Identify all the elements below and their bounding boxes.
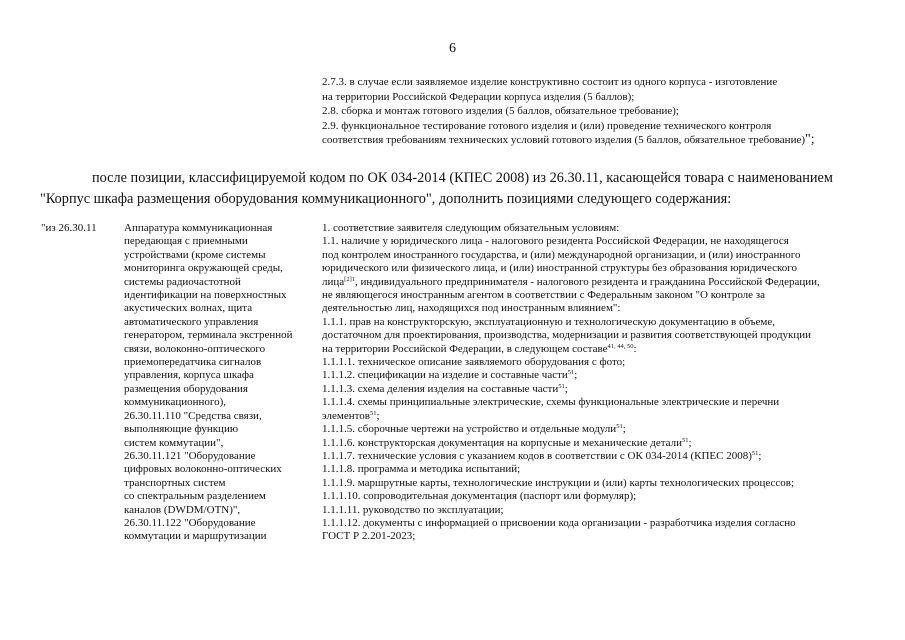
description-line: выполняющие функцию [124,423,239,436]
condition-text: ; [574,369,578,382]
top-block-line: 2.9. функциональное тестирование готового изделия и (или) проведение технического контроля [322,119,772,132]
footnote-ref: 51 [616,423,623,431]
condition-line: 1.1.1.11. руководство по эксплуатации; [322,503,504,516]
page-number: 6 [449,41,456,56]
description-line: идентификации на поверхностных [124,289,287,302]
condition-line: 1.1.1. прав на конструкторскую, эксплуатационную и технологическую документацию в объеме, [322,315,775,328]
condition-line [322,410,900,423]
condition-text: на территории Российской Федерации, в следующем составе [322,342,608,355]
condition-line: достаточном для проектирования, производства, модернизации и развития соответствующей продукции [322,329,812,342]
description-line: коммутации и маршрутизации [124,530,267,543]
footnote-ref: 51 [751,449,759,457]
description-line: систем коммутации", [124,436,224,449]
description-line: связи, волоконно-оптического [124,342,266,355]
description-line: акустических волнах, щита [124,302,253,315]
condition-line: 1.1.1.1. техническое описание заявляемого оборудования с фото; [322,356,626,369]
condition-text: ; [688,436,692,449]
description-line: транспортных систем [124,476,226,489]
condition-line: 1.1.1.4. схемы принципиальные электрические, схемы функциональные электрические и перечни [322,396,780,409]
description-line: генератором, терминала экстренной [124,329,293,342]
description-line: автоматического управления [124,315,259,328]
top-block-line: 2.8. сборка и монтаж готового изделия (5 баллов, обязательное требование); [322,105,679,118]
condition-text: 1.1.1.3. схема деления изделия на составные части [322,382,559,395]
intro-line: "Корпус шкафа размещения оборудования коммуникационного", дополнить позициями следующего содержания: [40,191,732,207]
footnote-ref: 51 [369,409,377,417]
top-block-line: на территории Российской Федерации корпуса изделия (5 баллов); [322,90,635,103]
condition-text: 1.1.1.2. спецификации на изделие и составные части [322,369,568,382]
closing-quote: "; [805,132,815,148]
entry-conditions [322,222,900,544]
description-line: Аппаратура коммуникационная [124,222,273,234]
condition-line: 1.1.1.10. сопроводительная документация (паспорт или формуляр); [322,490,637,503]
description-line: мониторинга окружающей среды, [124,262,283,275]
description-line: 26.30.11.110 "Средства связи, [124,409,262,422]
description-line: цифровых волоконно-оптических [124,463,282,476]
condition-line [322,450,900,463]
top-block-last-line [322,133,897,148]
description-line: коммуникационного), [124,396,227,409]
condition-line: ГОСТ Р 2.201-2023; [322,530,416,543]
entry-code: "из 26.30.11 [41,222,97,234]
footnote-ref: 51 [558,382,565,390]
condition-text: 1.1.1.6. конструкторская документация на корпусные и механические детали [322,436,683,449]
top-block [322,75,897,148]
footnote-ref: 41, 44, 50 [607,342,634,350]
condition-text: ; [376,409,380,422]
description-line: со спектральным разделением [124,490,266,503]
condition-line: 1. соответствие заявителя следующим обязательным условиям: [322,222,620,234]
top-block-line: 2.7.3. в случае если заявляемое изделие конструктивно состоит из одного корпуса - изготовление [322,76,778,88]
condition-line [322,383,900,396]
description-line: управления, корпуса шкафа [124,369,254,382]
condition-text: ; [622,423,626,436]
description-line: системы радиочастотной [124,275,241,288]
condition-text: 1.1.1.5. сборочные чертежи на устройство и отдельные модули [322,423,617,436]
intro-paragraph [40,168,900,210]
description-line: приемопередатчика сигналов [124,356,262,369]
condition-line: 1.1.1.9. маршрутные карты, технологические инструкции и (или) карты технологических процессов; [322,476,794,489]
description-line: 26.30.11.121 "Оборудование [124,449,256,462]
condition-line: деятельностью лиц, находящихся под иностранным влиянием": [322,302,621,315]
entry-description [124,222,309,544]
intro-line: после позиции, классифицируемой кодом по ОК 034-2014 (КПЕС 2008) из 26.30.11, касающейся товара с наименованием [92,170,833,186]
description-line: каналов (DWDM/OTN)", [124,503,241,516]
condition-text: ; [564,382,568,395]
condition-line: 1.1.1.8. программа и методика испытаний; [322,463,521,476]
condition-line: юридического или физического лица, и (или) иностранной структуры без образования юридического [322,262,798,275]
condition-text: элементов [322,409,370,422]
condition-text: , индивидуального предпринимателя - налогового резидента и гражданина Российской Федерации, [355,275,820,288]
condition-line [322,369,900,382]
condition-line: 1.1. наличие у юридического лица - налогового резидента Российской Федерации, не находящегося [322,235,789,248]
description-line: передающая с приемными [124,235,248,248]
condition-line [322,276,900,289]
condition-line: не являющегося иностранным агентом в соответствии с Федеральным законом "О контроле за [322,289,766,302]
condition-text: 1.1.1.7. технические условия с указанием кодов в соответствии с ОК 034-2014 (КПЕС 2008) [322,449,752,462]
condition-text: : [633,342,637,355]
top-block-last-text: соответствия требованиям технических условий готового изделия (5 баллов, обязательное требование) [322,134,805,147]
description-line: 26.30.11.122 "Оборудование [124,516,256,529]
condition-line [322,423,900,436]
footnote-ref: [2]1 [344,275,355,283]
footnote-ref: 51 [567,369,575,377]
condition-line [322,437,900,450]
condition-line: 1.1.1.12. документы с информацией о присвоении кода организации - разработчика изделия согласно [322,516,796,529]
description-line: размещения оборудования [124,382,248,395]
condition-line: под контролем иностранного государства, и (или) международной организации, и (или) иностранного [322,248,801,261]
condition-line [322,343,900,356]
condition-text: лица [322,275,345,288]
footnote-ref: 51 [682,436,689,444]
condition-text: ; [758,449,762,462]
description-line: устройствами (кроме системы [124,248,266,261]
